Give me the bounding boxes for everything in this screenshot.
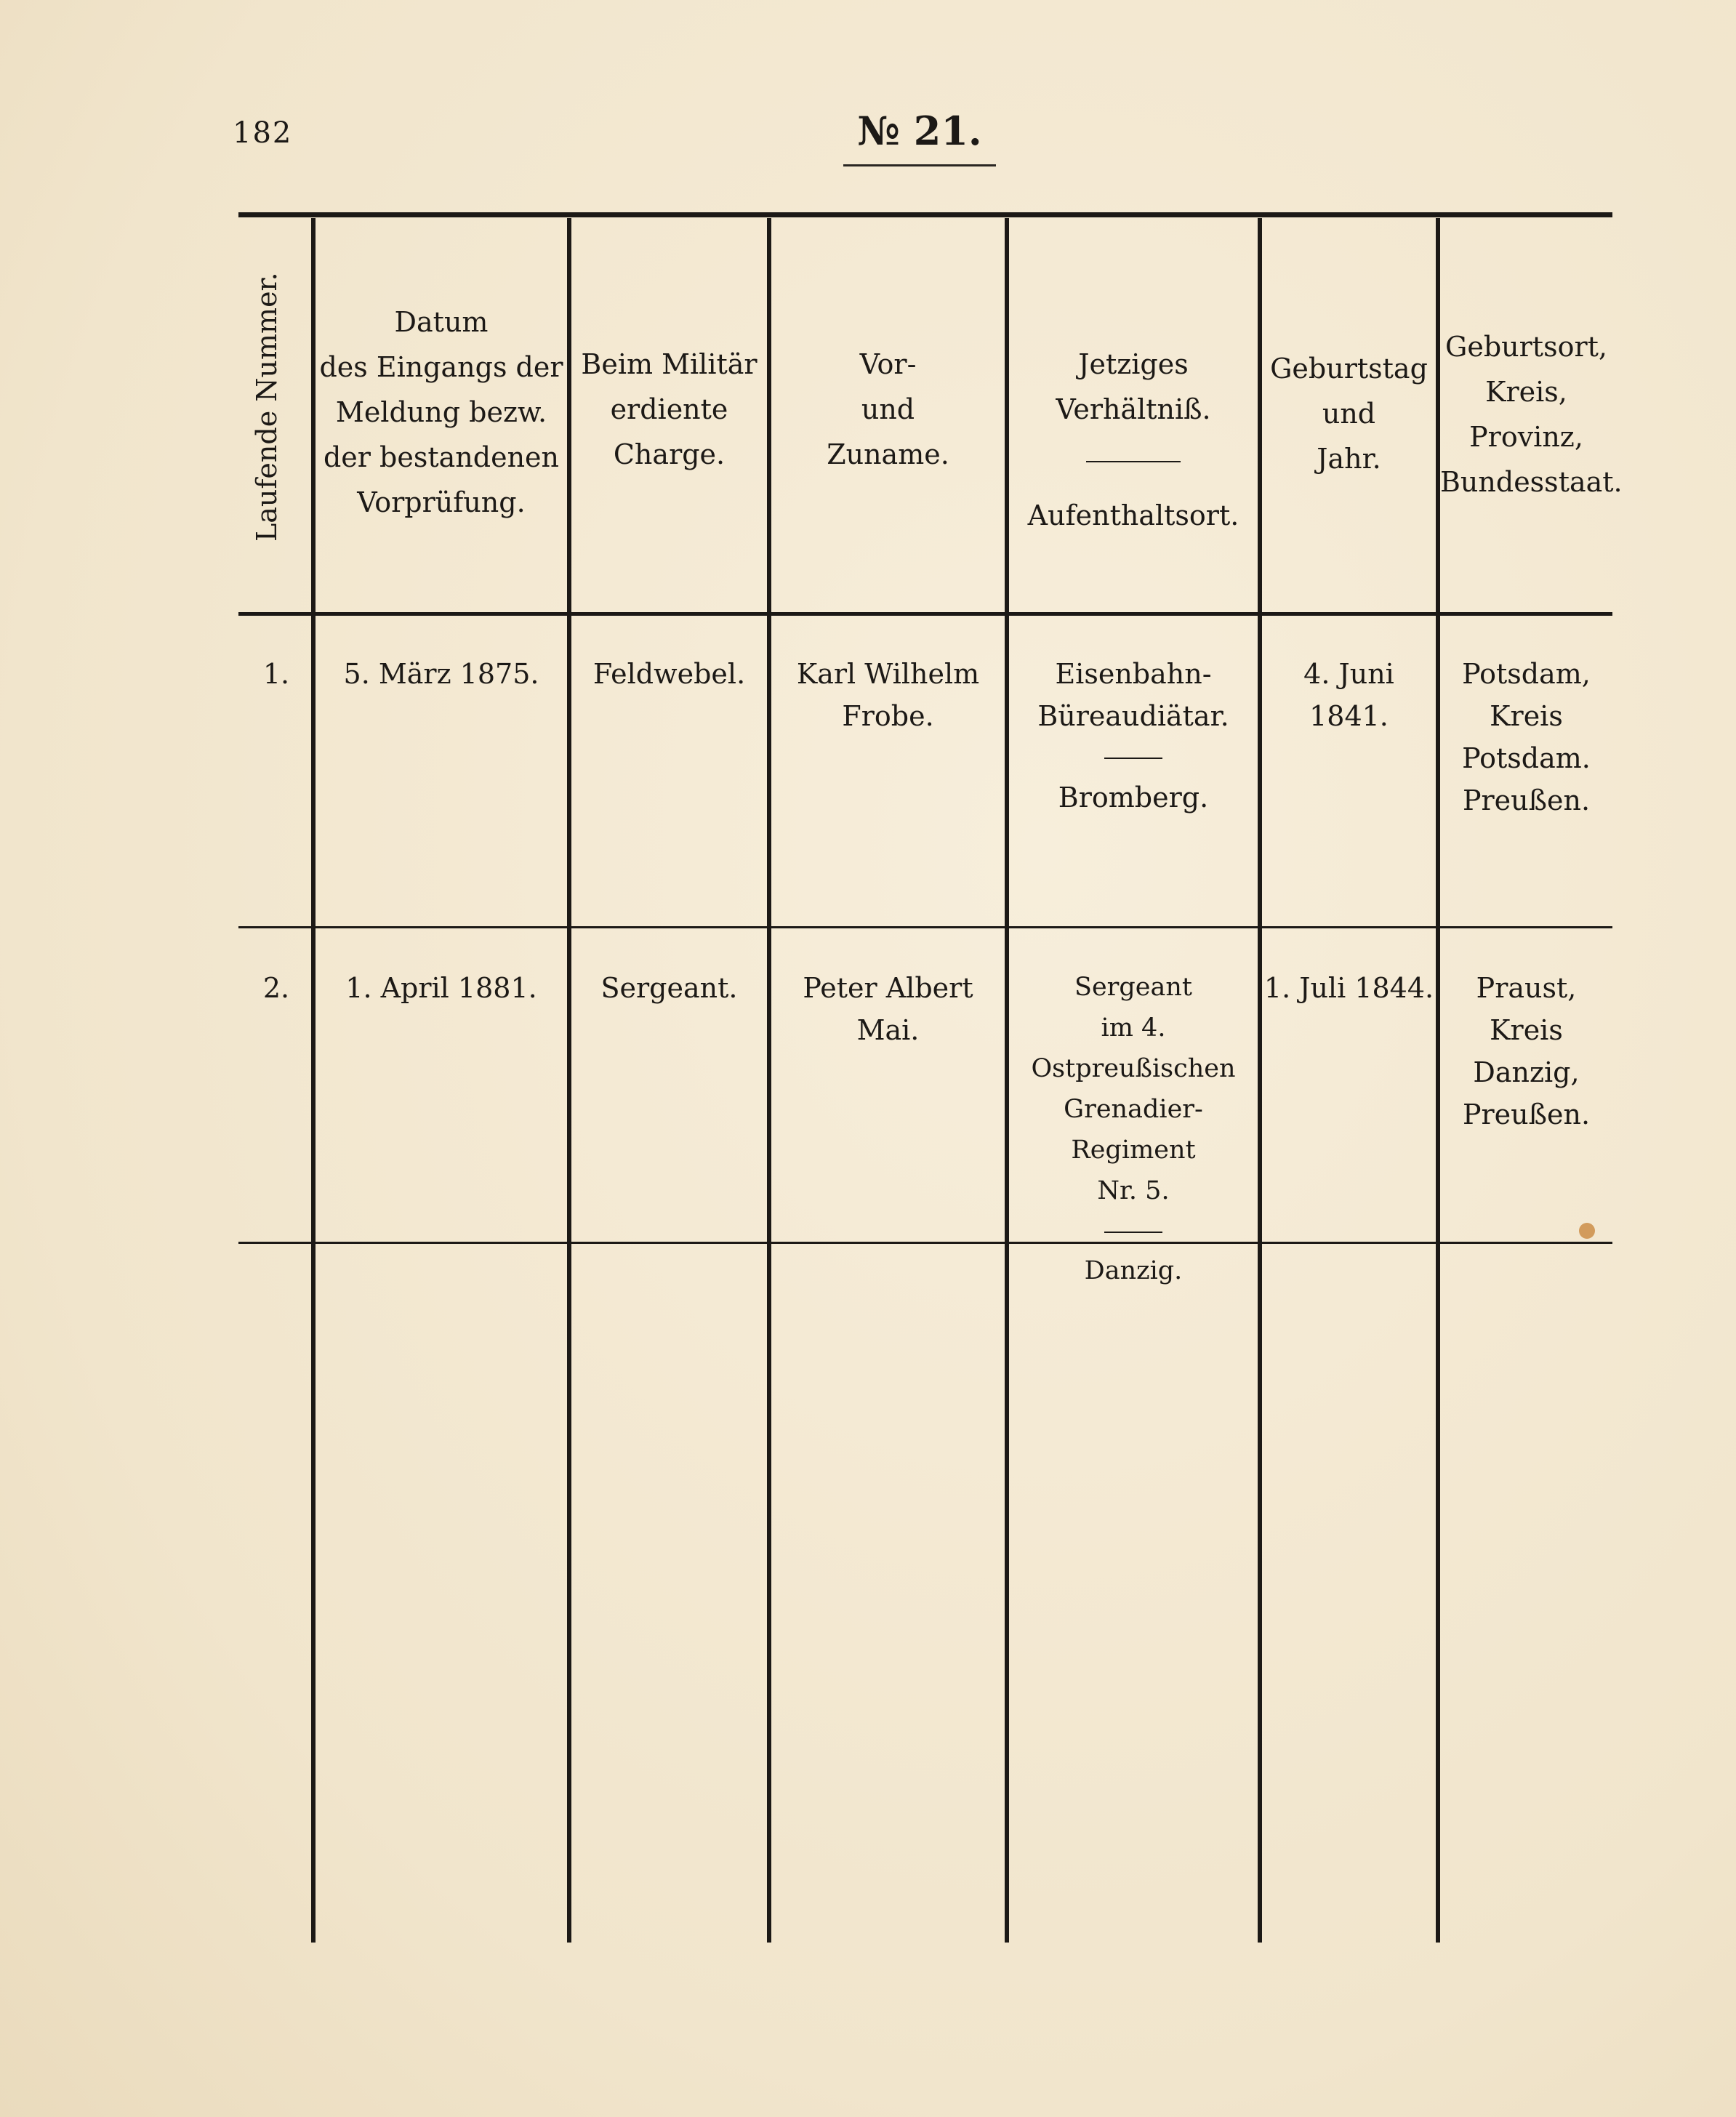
- row1-birthday: 4. Juni 1841.: [1303, 658, 1394, 732]
- row2-status-line-3: Grenadier-Regiment: [1064, 1095, 1203, 1165]
- header-datum-line-3: Meldung bezw.: [335, 396, 547, 428]
- row2-number: 2.: [262, 972, 290, 1004]
- row2-status-line-1: Sergeant: [1074, 973, 1192, 1002]
- row1-name-line-1: Karl Wilhelm: [796, 658, 980, 690]
- header-geburtstag-line-2: und: [1322, 398, 1376, 430]
- row2-residence: Danzig.: [1084, 1256, 1183, 1285]
- header-geburtsort-line-1: Geburtsort,: [1445, 331, 1607, 363]
- header-geburtsort-line-3: Provinz,: [1469, 421, 1583, 453]
- row1-birthplace-line-3: Potsdam.: [1462, 742, 1591, 774]
- row1-birthplace-line-4: Preußen.: [1462, 784, 1591, 816]
- row2-birthday: 1. Juli 1844.: [1263, 972, 1434, 1004]
- header-geburtsort-line-4: Bundesstaat.: [1440, 466, 1623, 498]
- table-top-rule: [238, 212, 1612, 217]
- row2-status-line-2: im 4. Ostpreußischen: [1031, 1013, 1236, 1083]
- header-geburtsort: [1440, 324, 1623, 505]
- header-name-line-1: Vor-: [859, 348, 917, 380]
- header-verhaeltnis-line-1: Jetziges Verhältniß.: [1056, 348, 1211, 425]
- header-verhaeltnis: [1009, 342, 1258, 538]
- row2-birthplace-line-3: Preußen.: [1462, 1098, 1591, 1130]
- header-bottom-rule: [238, 612, 1612, 616]
- header-charge-line-3: Charge.: [613, 438, 726, 470]
- header-geburtstag-line-3: Jahr.: [1317, 443, 1381, 475]
- header-datum: [316, 300, 567, 525]
- row2-birthplace-line-1: Praust,: [1476, 972, 1577, 1004]
- header-datum-line-1: Datum: [394, 306, 489, 338]
- row1-bottom-rule: [238, 926, 1612, 928]
- row1-status: [1009, 653, 1258, 819]
- header-geburtstag-line-1: Geburtstag: [1270, 353, 1428, 385]
- header-verhaeltnis-divider: [1086, 461, 1181, 462]
- row1-birthplace-line-1: Potsdam,: [1462, 658, 1591, 690]
- issue-number: № 21.: [857, 108, 982, 154]
- row1-birthplace: [1440, 653, 1612, 822]
- header-datum-line-4: der bestandenen: [323, 441, 560, 473]
- page-number: 182: [233, 116, 293, 150]
- header-verhaeltnis-line-2: Aufenthaltsort.: [1027, 499, 1239, 531]
- row1-birthplace-line-2: Kreis: [1490, 700, 1563, 732]
- row2-birthplace: [1440, 967, 1612, 1136]
- header-name-line-2: und: [861, 393, 915, 425]
- row1-status-divider: [1104, 758, 1162, 759]
- row2-date: 1. April 1881.: [345, 972, 537, 1004]
- row1-name-line-2: Frobe.: [842, 700, 934, 732]
- header-datum-line-2: des Eingangs der: [319, 351, 563, 383]
- row2-name-line-1: Peter Albert Mai.: [803, 972, 973, 1046]
- row2-name: [771, 967, 1005, 1051]
- paper-stain: [1579, 1223, 1595, 1239]
- row2-status-line-4: Nr. 5.: [1097, 1176, 1170, 1205]
- row2-bottom-rule: [238, 1242, 1612, 1244]
- row1-date: 5. März 1875.: [343, 658, 539, 690]
- header-name-line-3: Zuname.: [827, 438, 949, 470]
- row1-status-line-1: Eisenbahn-: [1055, 658, 1212, 690]
- header-geburtstag: [1262, 346, 1436, 481]
- row2-birthplace-line-2: Kreis Danzig,: [1473, 1014, 1580, 1088]
- header-geburtsort-line-2: Kreis,: [1485, 376, 1567, 408]
- header-datum-line-5: Vorprüfung.: [357, 486, 526, 518]
- header-charge-line-2: erdiente: [610, 393, 728, 425]
- row1-rank: Feldwebel.: [592, 658, 746, 690]
- row2-status-divider: [1104, 1232, 1162, 1233]
- row2-rank: Sergeant.: [600, 972, 738, 1004]
- header-laufende-nummer: Laufende Nummer.: [251, 272, 283, 542]
- row1-name: [771, 653, 1005, 737]
- header-charge-line-1: Beim Militär: [581, 348, 758, 380]
- row2-status: [1009, 967, 1258, 1291]
- header-charge: [571, 342, 767, 477]
- issue-underline: [843, 164, 996, 166]
- row1-status-line-2: Büreaudiätar.: [1037, 700, 1229, 732]
- row1-residence: Bromberg.: [1058, 782, 1209, 814]
- row1-number: 1.: [262, 658, 290, 690]
- header-name: [771, 342, 1005, 477]
